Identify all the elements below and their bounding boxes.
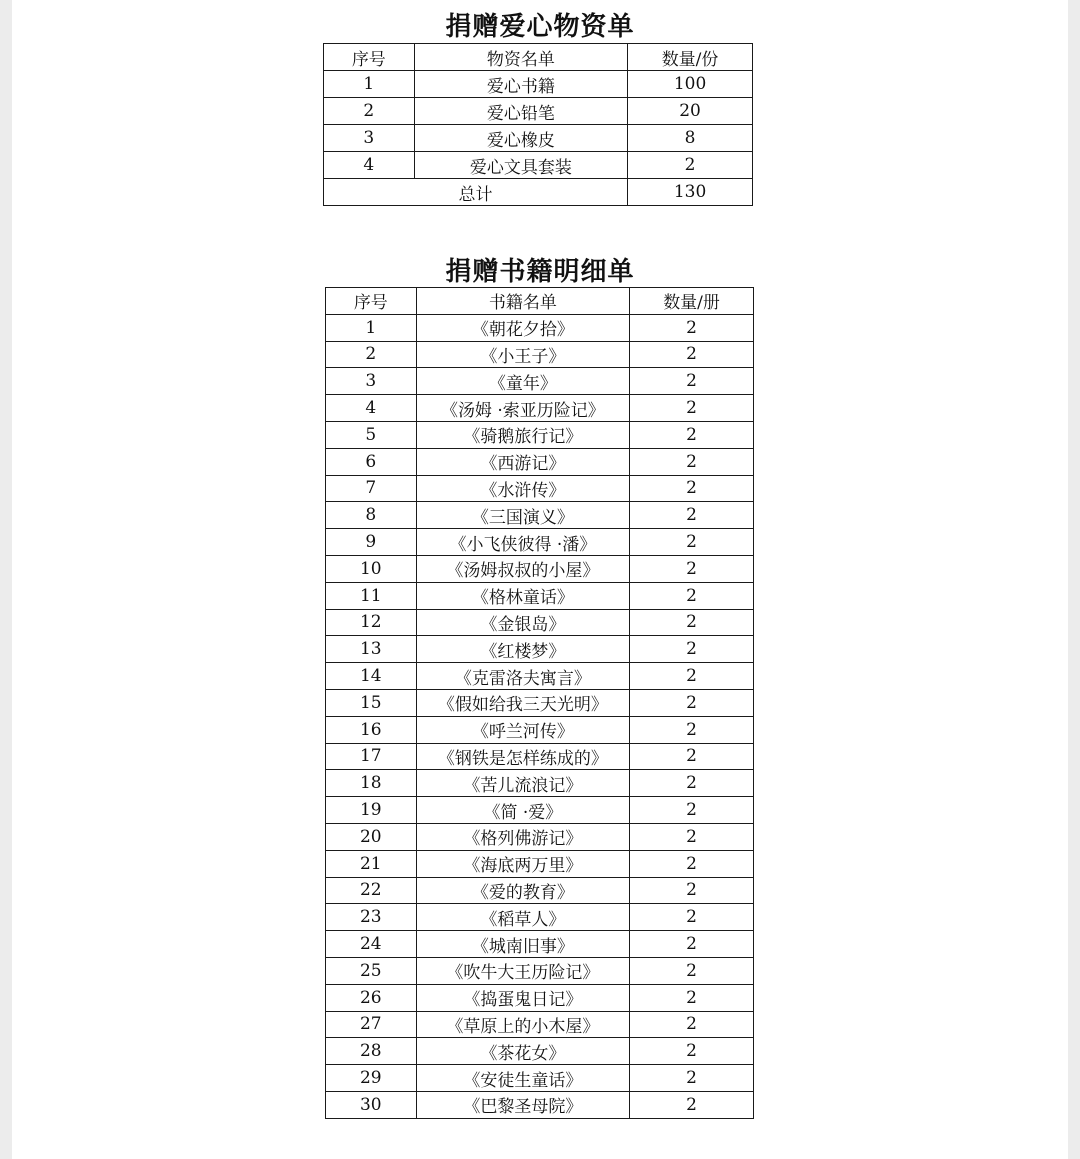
books-row <box>326 368 754 395</box>
supplies-cell-no: 4 <box>324 152 415 179</box>
books-row <box>326 770 754 797</box>
books-table <box>325 287 754 1119</box>
books-cell-qty: 2 <box>630 957 754 984</box>
books-cell-no: 19 <box>326 797 417 824</box>
books-cell-qty: 2 <box>630 663 754 690</box>
books-cell-name: 《简 ·爱》 <box>416 797 629 824</box>
books-cell-no: 27 <box>326 1011 417 1038</box>
books-cell-qty: 2 <box>630 1038 754 1065</box>
books-cell-qty: 2 <box>630 529 754 556</box>
supplies-total-label: 总计 <box>324 179 628 206</box>
books-row <box>326 797 754 824</box>
books-cell-qty: 2 <box>630 931 754 958</box>
books-cell-no: 15 <box>326 689 417 716</box>
books-cell-no: 3 <box>326 368 417 395</box>
books-cell-name: 《苦儿流浪记》 <box>416 770 629 797</box>
books-cell-name: 《呼兰河传》 <box>416 716 629 743</box>
books-row <box>326 689 754 716</box>
books-cell-qty: 2 <box>630 850 754 877</box>
books-row <box>326 663 754 690</box>
books-cell-no: 18 <box>326 770 417 797</box>
books-cell-name: 《童年》 <box>416 368 629 395</box>
books-cell-name: 《西游记》 <box>416 448 629 475</box>
supplies-cell-name: 爱心书籍 <box>414 71 627 98</box>
books-cell-name: 《稻草人》 <box>416 904 629 931</box>
books-cell-qty: 2 <box>630 1011 754 1038</box>
books-cell-qty: 2 <box>630 689 754 716</box>
supplies-cell-qty: 2 <box>628 152 753 179</box>
books-cell-name: 《吹牛大王历险记》 <box>416 957 629 984</box>
books-cell-qty: 2 <box>630 314 754 341</box>
books-cell-no: 4 <box>326 395 417 422</box>
books-row <box>326 555 754 582</box>
books-cell-qty: 2 <box>630 743 754 770</box>
books-cell-no: 1 <box>326 314 417 341</box>
supplies-table <box>323 43 753 206</box>
supplies-cell-no: 1 <box>324 71 415 98</box>
books-cell-no: 25 <box>326 957 417 984</box>
books-row <box>326 421 754 448</box>
books-cell-no: 28 <box>326 1038 417 1065</box>
supplies-title: 捐赠爱心物资单 <box>445 12 635 42</box>
supplies-row <box>324 71 753 98</box>
books-cell-name: 《巴黎圣母院》 <box>416 1091 629 1118</box>
books-cell-qty: 2 <box>630 448 754 475</box>
books-row <box>326 636 754 663</box>
books-cell-name: 《水浒传》 <box>416 475 629 502</box>
books-cell-qty: 2 <box>630 475 754 502</box>
books-cell-no: 8 <box>326 502 417 529</box>
books-cell-no: 2 <box>326 341 417 368</box>
supplies-cell-qty: 8 <box>628 125 753 152</box>
books-row <box>326 395 754 422</box>
books-cell-qty: 2 <box>630 609 754 636</box>
books-cell-no: 29 <box>326 1065 417 1092</box>
books-row <box>326 1011 754 1038</box>
books-cell-name: 《骑鹅旅行记》 <box>416 421 629 448</box>
books-row <box>326 931 754 958</box>
supplies-header-qty: 数量/份 <box>628 44 753 71</box>
supplies-total-row <box>324 179 753 206</box>
books-cell-no: 12 <box>326 609 417 636</box>
books-title: 捐赠书籍明细单 <box>445 257 635 287</box>
books-row <box>326 1065 754 1092</box>
books-cell-name: 《安徒生童话》 <box>416 1065 629 1092</box>
supplies-cell-no: 3 <box>324 125 415 152</box>
books-cell-no: 21 <box>326 850 417 877</box>
books-cell-qty: 2 <box>630 877 754 904</box>
books-cell-no: 22 <box>326 877 417 904</box>
supplies-header-row <box>324 44 753 71</box>
books-cell-qty: 2 <box>630 1065 754 1092</box>
books-row <box>326 582 754 609</box>
supplies-cell-qty: 100 <box>628 71 753 98</box>
books-cell-name: 《城南旧事》 <box>416 931 629 958</box>
books-cell-no: 14 <box>326 663 417 690</box>
books-cell-name: 《小飞侠彼得 ·潘》 <box>416 529 629 556</box>
books-cell-name: 《格列佛游记》 <box>416 823 629 850</box>
supplies-row <box>324 125 753 152</box>
books-cell-no: 6 <box>326 448 417 475</box>
books-cell-no: 11 <box>326 582 417 609</box>
books-row <box>326 823 754 850</box>
books-row <box>326 529 754 556</box>
books-cell-name: 《汤姆叔叔的小屋》 <box>416 555 629 582</box>
books-header-qty: 数量/册 <box>630 288 754 315</box>
books-cell-name: 《假如给我三天光明》 <box>416 689 629 716</box>
books-cell-name: 《海底两万里》 <box>416 850 629 877</box>
books-cell-name: 《钢铁是怎样练成的》 <box>416 743 629 770</box>
books-row <box>326 716 754 743</box>
books-cell-name: 《捣蛋鬼日记》 <box>416 984 629 1011</box>
books-cell-name: 《草原上的小木屋》 <box>416 1011 629 1038</box>
books-cell-name: 《朝花夕拾》 <box>416 314 629 341</box>
books-row <box>326 1091 754 1118</box>
books-cell-name: 《爱的教育》 <box>416 877 629 904</box>
books-cell-no: 17 <box>326 743 417 770</box>
books-row <box>326 475 754 502</box>
books-cell-qty: 2 <box>630 797 754 824</box>
books-cell-no: 10 <box>326 555 417 582</box>
books-cell-qty: 2 <box>630 502 754 529</box>
books-cell-qty: 2 <box>630 341 754 368</box>
books-header-row <box>326 288 754 315</box>
books-cell-qty: 2 <box>630 770 754 797</box>
supplies-row <box>324 98 753 125</box>
supplies-cell-no: 2 <box>324 98 415 125</box>
supplies-row <box>324 152 753 179</box>
books-row <box>326 904 754 931</box>
books-row <box>326 984 754 1011</box>
books-cell-name: 《克雷洛夫寓言》 <box>416 663 629 690</box>
books-cell-no: 7 <box>326 475 417 502</box>
books-row <box>326 877 754 904</box>
supplies-cell-qty: 20 <box>628 98 753 125</box>
books-row <box>326 743 754 770</box>
books-cell-qty: 2 <box>630 555 754 582</box>
books-cell-no: 20 <box>326 823 417 850</box>
books-cell-no: 16 <box>326 716 417 743</box>
books-cell-name: 《茶花女》 <box>416 1038 629 1065</box>
books-cell-no: 13 <box>326 636 417 663</box>
books-cell-name: 《金银岛》 <box>416 609 629 636</box>
books-row <box>326 609 754 636</box>
books-cell-no: 26 <box>326 984 417 1011</box>
supplies-header-name: 物资名单 <box>414 44 627 71</box>
books-cell-qty: 2 <box>630 904 754 931</box>
books-row <box>326 448 754 475</box>
books-row <box>326 502 754 529</box>
supplies-cell-name: 爱心铅笔 <box>414 98 627 125</box>
books-header-name: 书籍名单 <box>416 288 629 315</box>
supplies-total-value: 130 <box>628 179 753 206</box>
books-cell-name: 《汤姆 ·索亚历险记》 <box>416 395 629 422</box>
books-cell-no: 24 <box>326 931 417 958</box>
books-cell-qty: 2 <box>630 421 754 448</box>
books-cell-qty: 2 <box>630 582 754 609</box>
books-cell-qty: 2 <box>630 636 754 663</box>
books-row <box>326 850 754 877</box>
books-cell-name: 《红楼梦》 <box>416 636 629 663</box>
books-row <box>326 1038 754 1065</box>
books-cell-qty: 2 <box>630 716 754 743</box>
books-cell-qty: 2 <box>630 823 754 850</box>
books-row <box>326 314 754 341</box>
books-cell-no: 5 <box>326 421 417 448</box>
books-cell-qty: 2 <box>630 368 754 395</box>
books-cell-name: 《小王子》 <box>416 341 629 368</box>
books-cell-qty: 2 <box>630 1091 754 1118</box>
supplies-header-no: 序号 <box>324 44 415 71</box>
books-cell-qty: 2 <box>630 984 754 1011</box>
books-cell-name: 《格林童话》 <box>416 582 629 609</box>
books-row <box>326 341 754 368</box>
books-cell-no: 9 <box>326 529 417 556</box>
supplies-cell-name: 爱心文具套装 <box>414 152 627 179</box>
supplies-cell-name: 爱心橡皮 <box>414 125 627 152</box>
books-row <box>326 957 754 984</box>
books-cell-no: 23 <box>326 904 417 931</box>
books-cell-name: 《三国演义》 <box>416 502 629 529</box>
books-header-no: 序号 <box>326 288 417 315</box>
books-cell-no: 30 <box>326 1091 417 1118</box>
books-cell-qty: 2 <box>630 395 754 422</box>
